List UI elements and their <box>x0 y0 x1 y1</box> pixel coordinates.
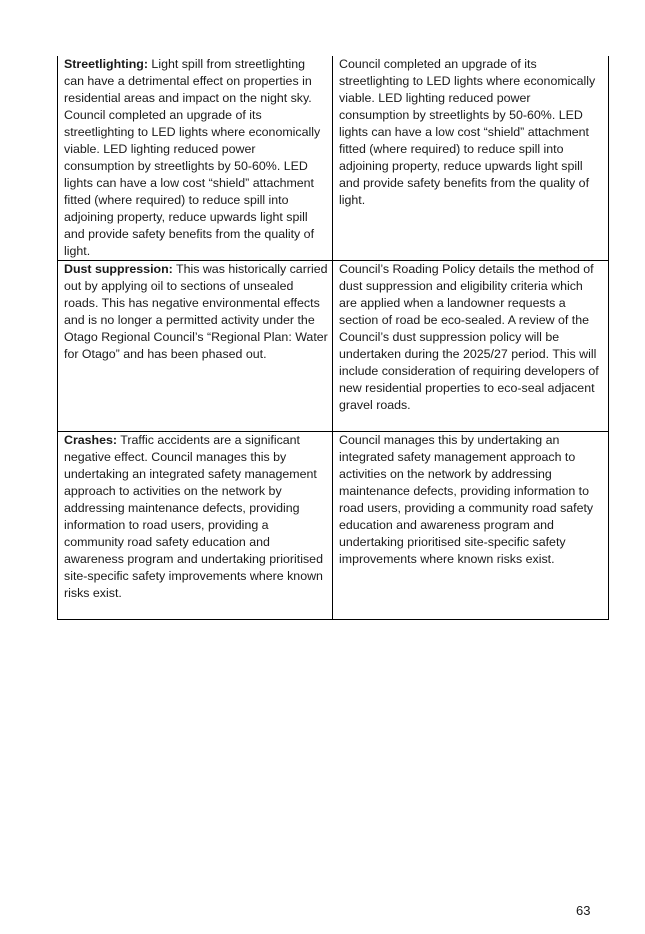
effect-cell <box>58 432 333 620</box>
effects-table <box>57 56 609 620</box>
response-cell <box>333 261 609 432</box>
table-row <box>58 56 609 261</box>
effect-description: This was historically carried out by applying oil to sections of unsealed roads. This has negative environmental effects and is no longer a permitted activity under the Otago Regional Council’s “Regional Plan: Water for Otago” and has been phased out. <box>64 262 328 361</box>
page-number: 63 <box>576 903 591 918</box>
response-description: Council manages this by undertaking an integrated safety management approach to activities on the network by addressing maintenance defects, providing information to road users, providing a community road safety education and awareness program and undertaking prioritised site-specific safety improvements where known risks exist. <box>339 433 594 566</box>
response-description: Council completed an upgrade of its streetlighting to LED lights where economically viable. LED lighting reduced power consumption by streetlights by 50-60%. LED lights can have a low cost “shield” attachment fitted (where required) to reduce spill into adjoining property, reduce upwards light spill and provide safety benefits from the quality of light. <box>339 57 596 207</box>
response-cell <box>333 432 609 620</box>
table-row <box>58 432 609 620</box>
effect-description: Light spill from streetlighting can have a detrimental effect on properties in residential areas and impact on the night sky. Council completed an upgrade of its streetlighting to LED lights where economically viable. LED lighting reduced power consumption by streetlights by 50-60%. LED lights can have a low cost “shield” attachment fitted (where required) to reduce spill into adjoining property, reduce upwards light spill and provide safety benefits from the quality of light. <box>64 57 321 258</box>
effect-heading: Streetlighting: <box>64 57 148 71</box>
effect-heading: Crashes: <box>64 433 118 447</box>
effect-heading: Dust suppression: <box>64 262 173 276</box>
effect-description: Traffic accidents are a significant negative effect. Council manages this by undertaking an integrated safety management approach to activities on the network by addressing maintenance defects, providing information to road users, providing a community road safety education and awareness program and undertaking prioritised site-specific safety improvements where known risks exist. <box>64 433 323 600</box>
effect-cell <box>58 261 333 432</box>
table-row <box>58 261 609 432</box>
response-description: Council’s Roading Policy details the method of dust suppression and eligibility criteria which are applied when a landowner requests a section of road be eco-sealed. A review of the Council’s dust suppression policy will be undertaken during the 2025/27 period. This will include consideration of requiring developers of new residential properties to eco-seal adjacent gravel roads. <box>339 262 599 412</box>
response-cell <box>333 56 609 261</box>
effect-cell <box>58 56 333 261</box>
